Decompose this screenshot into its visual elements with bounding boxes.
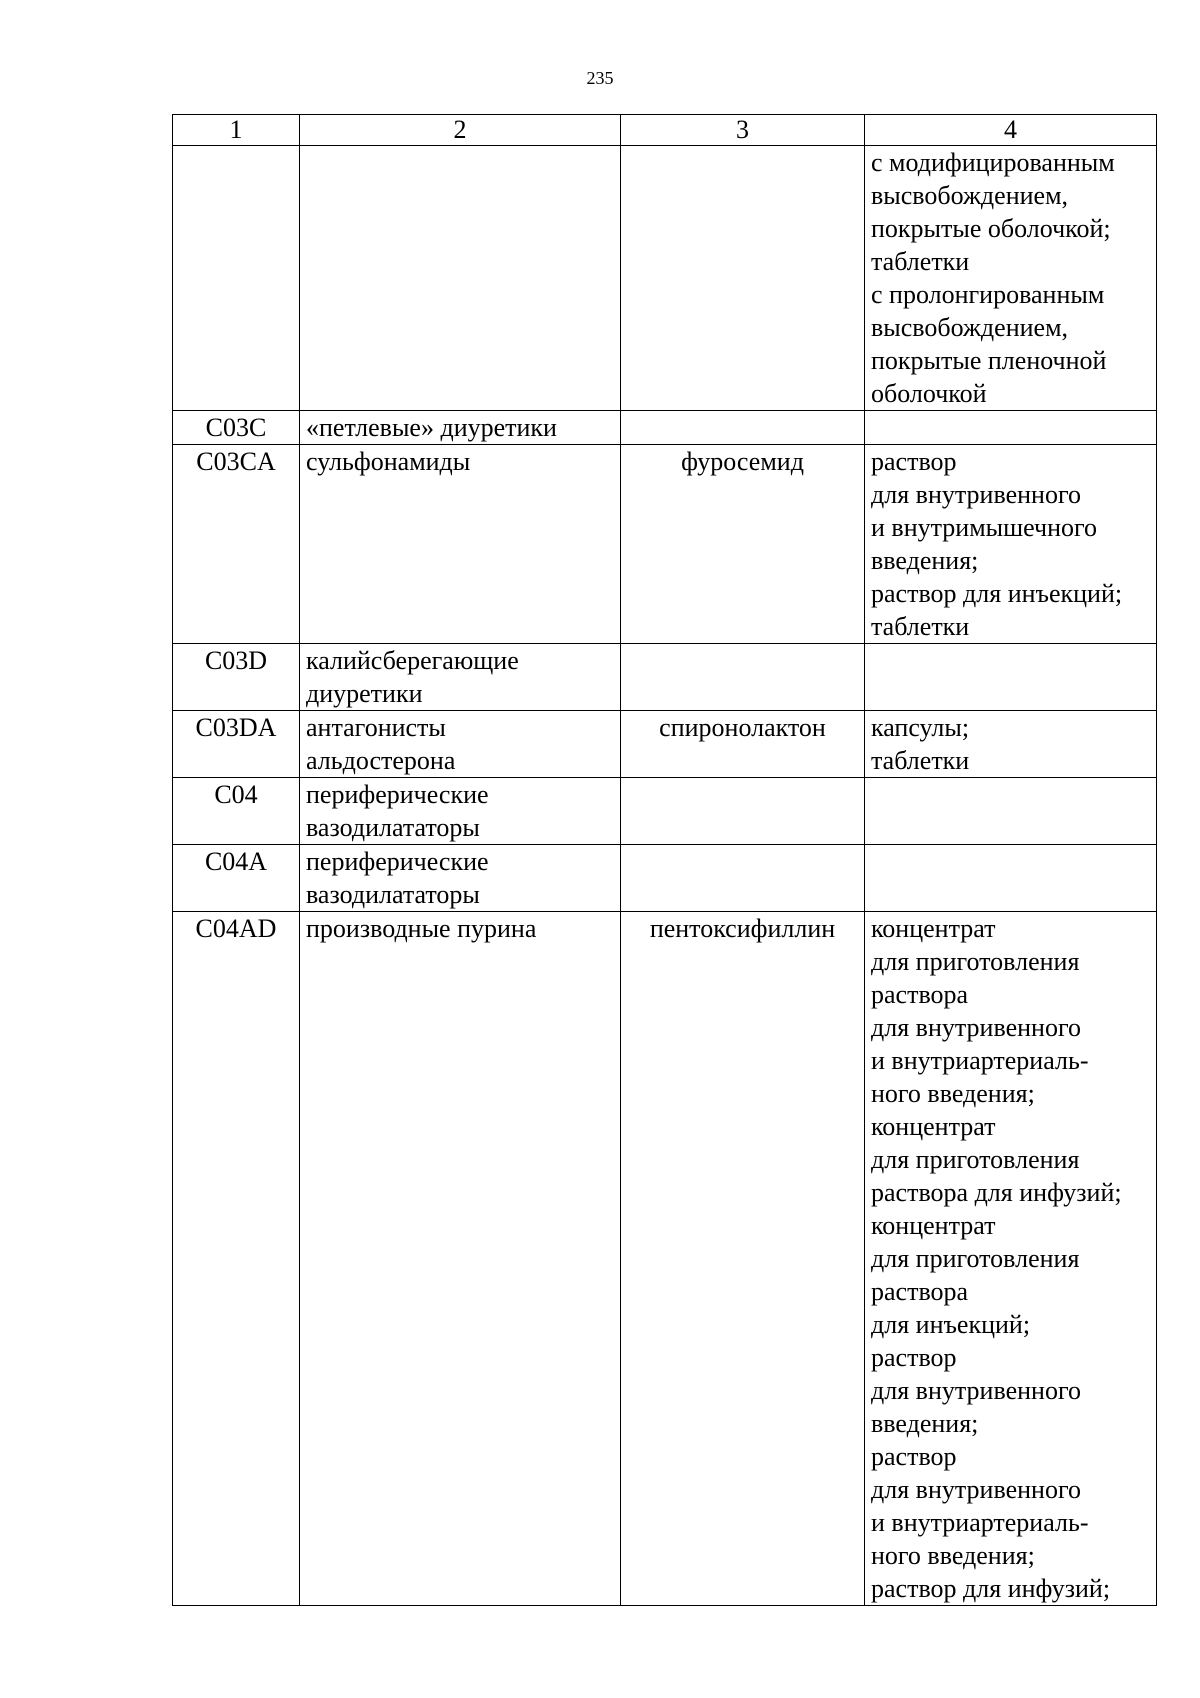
atc-code-cell: C04 [173,778,300,845]
table-row [173,912,1157,1606]
drug-name-cell [621,445,865,644]
cell-text-line: таблетки [871,247,970,276]
cell-text-line: «петлевые» диуретики [306,413,557,442]
drug-name-cell [621,711,865,778]
atc-code-cell [173,146,300,411]
dosage-forms-cell [865,644,1157,711]
cell-text-line: для внутривенного [871,480,1081,509]
cell-text-line: раствора [871,1277,969,1306]
table-row [173,411,1157,445]
cell-text-line: для приготовления [871,947,1080,976]
cell-text-line: антагонисты [306,713,446,742]
group-name-cell [300,445,621,644]
cell-text-line: раствор для инъекций; [871,579,1123,608]
cell-text-line: введения; [871,546,979,575]
group-name-cell [300,912,621,1606]
table-row [173,146,1157,411]
cell-text-line: альдостерона [306,746,456,775]
table-row [173,711,1157,778]
cell-text-line: таблетки [871,746,970,775]
atc-code-cell: C03C [173,411,300,445]
dosage-forms-cell [865,445,1157,644]
drug-name-cell [621,912,865,1606]
cell-text-line: капсулы; [871,713,970,742]
cell-text-line: для внутривенного [871,1013,1081,1042]
cell-text-line: концентрат [871,1211,996,1240]
atc-code-cell: C04A [173,845,300,912]
cell-text-line: ного введения; [871,1541,1035,1570]
cell-text-line: высвобождением, [871,313,1069,342]
dosage-forms-cell [865,845,1157,912]
cell-text-line: пентоксифиллин [649,914,836,943]
table-row [173,778,1157,845]
cell-text-line: с пролонгированным [871,280,1105,309]
cell-text-line: калийсберегающие [306,646,519,675]
cell-text-line: периферические [306,780,489,809]
group-name-cell [300,778,621,845]
cell-text-line: ного введения; [871,1079,1035,1108]
cell-text-line: покрытые оболочкой; [871,214,1111,243]
cell-text-line: спиронолактон [659,713,826,742]
cell-text-line: вазодилататоры [306,813,480,842]
atc-code-cell: C03DA [173,711,300,778]
dosage-forms-cell [865,411,1157,445]
drug-name-cell [621,644,865,711]
cell-text-line: введения; [871,1409,979,1438]
cell-text-line: фуросемид [681,447,804,476]
cell-text-line: оболочкой [871,379,987,408]
cell-text-line: раствора [871,980,969,1009]
cell-text-line: и внутриартериаль- [871,1508,1089,1537]
dosage-forms-cell [865,912,1157,1606]
cell-text-line: для внутривенного [871,1376,1081,1405]
cell-text-line: и внутриартериаль- [871,1046,1089,1075]
dosage-forms-cell [865,146,1157,411]
table-row [173,845,1157,912]
table-body [173,146,1157,1606]
atc-code-cell: C04AD [173,912,300,1606]
cell-text-line: для приготовления [871,1145,1080,1174]
page-number: 235 [586,68,614,88]
column-header-4: 4 [865,115,1157,146]
cell-text-line: для инъекций; [871,1310,1031,1339]
cell-text-line: концентрат [871,1112,996,1141]
group-name-cell [300,711,621,778]
drug-name-cell [621,146,865,411]
cell-text-line: диуретики [306,679,423,708]
cell-text-line: раствор [871,1343,957,1372]
cell-text-line: раствор [871,447,957,476]
drug-name-cell [621,845,865,912]
dosage-forms-cell [865,711,1157,778]
drug-table [172,114,1157,1606]
cell-text-line: с модифицированным [871,148,1115,177]
atc-code-cell: C03CA [173,445,300,644]
dosage-forms-cell [865,778,1157,845]
cell-text-line: для приготовления [871,1244,1080,1273]
column-header-1: 1 [173,115,300,146]
group-name-cell [300,644,621,711]
drug-name-cell [621,778,865,845]
cell-text-line: периферические [306,847,489,876]
table-row [173,445,1157,644]
cell-text-line: раствора для инфузий; [871,1178,1122,1207]
group-name-cell [300,411,621,445]
cell-text-line: раствор [871,1442,957,1471]
table-header-row [173,115,1157,146]
column-header-3: 3 [621,115,865,146]
group-name-cell [300,146,621,411]
cell-text-line: и внутримышечного [871,513,1098,542]
cell-text-line: производные пурина [306,914,537,943]
cell-text-line: для внутривенного [871,1475,1081,1504]
cell-text-line: раствор для инфузий; [871,1574,1111,1603]
cell-text-line: высвобождением, [871,181,1069,210]
column-header-2: 2 [300,115,621,146]
cell-text-line: концентрат [871,914,996,943]
cell-text-line: сульфонамиды [306,447,471,476]
table-row [173,644,1157,711]
drug-name-cell [621,411,865,445]
cell-text-line: покрытые пленочной [871,346,1107,375]
cell-text-line: таблетки [871,612,970,641]
group-name-cell [300,845,621,912]
atc-code-cell: C03D [173,644,300,711]
cell-text-line: вазодилататоры [306,880,480,909]
